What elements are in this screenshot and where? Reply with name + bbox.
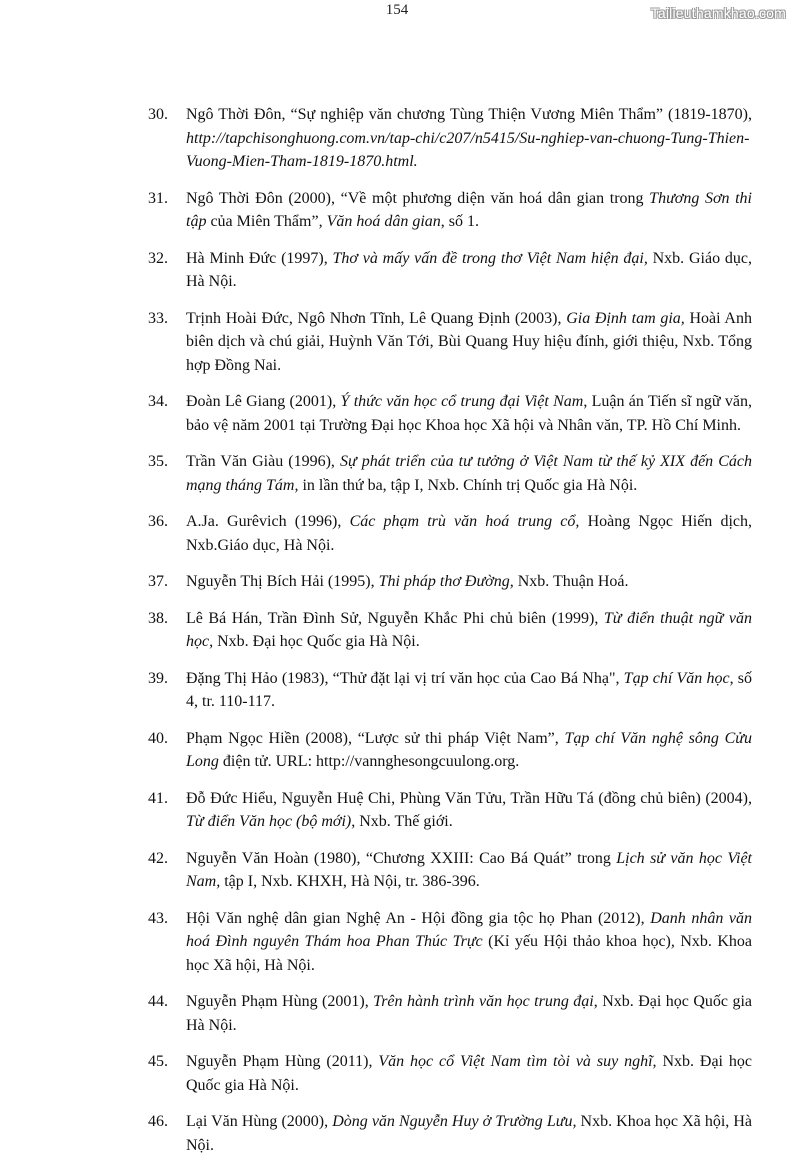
reference-item [148, 847, 752, 894]
reference-text-segment: của Miên Thẩm” [206, 213, 319, 230]
reference-text-segment: , Nxb. Đại học Quốc gia Hà Nội. [186, 993, 753, 1034]
reference-text-segment: Nxb. Đại học Quốc gia Hà Nội. [186, 1053, 753, 1094]
reference-number: 40. [148, 729, 168, 747]
reference-text-segment: Phạm Ngọc Hiền (2008), “Lược sử thi pháp Việt Nam”, [186, 729, 565, 747]
reference-text [186, 103, 752, 174]
reference-text-segment: , Luận án Tiến sĩ ngữ văn, bảo vệ năm 2001 tại Trường Đại học Khoa học Xã hội và Nhân văn, TP. Hồ Chí Minh. [186, 393, 753, 434]
reference-title-italic: Gia Định tam gia, [566, 309, 685, 327]
reference-title-italic: Từ điển thuật ngữ văn học, [186, 609, 752, 650]
reference-title-italic: http://tapchisonghuong.com.vn/tap-chi/c207/n5415/Su-nghiep-van-chuong-Tung-Thien-Vuong-Mien-Tham-1819-1870.html. [186, 129, 750, 170]
reference-item [148, 450, 752, 497]
reference-number: 43. [148, 909, 168, 927]
reference-title-italic: Sự phát triển của tư tưởng ở Việt Nam từ thế kỷ XIX đến Cách mạng tháng Tám, [186, 453, 752, 494]
reference-text-segment: Nxb. Khoa học Xã hội, Hà Nội. [186, 933, 753, 974]
reference-item [148, 1050, 752, 1097]
reference-text-segment: Hoài Anh biên dịch và chú giải, Huỳnh Văn Tới, Bùi Quang Huy hiệu đính, giới thiệu, Nxb. Tổng hợp Đồng Nai. [186, 309, 752, 374]
reference-list [148, 103, 752, 1170]
reference-text [186, 787, 752, 834]
reference-item [148, 247, 752, 294]
reference-text [186, 1110, 752, 1157]
reference-item [148, 307, 752, 378]
reference-text-segment: Hoàng Ngọc Hiến dịch, Nxb.Giáo dục, Hà Nội. [186, 513, 753, 554]
reference-text-segment: (Kỉ yếu Hội thảo khoa học) [482, 933, 671, 950]
page-number: 154 [385, 2, 409, 18]
reference-title-italic: Lịch sử văn học Việt Nam, [186, 849, 752, 890]
reference-text-segment: Nxb. Giáo dục, Hà Nội. [186, 249, 752, 290]
reference-text-segment: Nxb. Đại học Quốc gia Hà Nội. [213, 633, 420, 650]
reference-text [186, 907, 752, 978]
reference-text-segment: Nguyễn Phạm Hùng (2011), [186, 1053, 379, 1070]
reference-text-segment: , số 4, tr. 110-117. [186, 669, 752, 710]
reference-text-segment: Trần Văn Giàu (1996), [186, 453, 340, 470]
reference-number: 37. [148, 573, 168, 590]
reference-text [186, 570, 752, 594]
reference-item [148, 607, 752, 654]
reference-item [148, 187, 752, 234]
reference-text [186, 727, 752, 774]
reference-title-italic: Trên hành trình văn học trung đại [373, 993, 594, 1010]
reference-text [186, 247, 752, 294]
reference-text-segment: Nguyễn Phạm Hùng (2001), [186, 993, 374, 1010]
reference-number: 34. [148, 393, 168, 410]
reference-item [148, 103, 752, 174]
reference-text-segment: in lần thứ ba, tập I, Nxb. Chính trị Quốc gia Hà Nội. [298, 476, 638, 494]
reference-text-segment: điện tử. URL: http://vannghesongcuulong.org. [218, 753, 520, 770]
reference-item [148, 1110, 752, 1157]
reference-text-segment: Trịnh Hoài Đức, Ngô Nhơn Tĩnh, Lê Quang Định (2003), [186, 309, 567, 327]
reference-text-segment: Nguyễn Thị Bích Hải (1995), [186, 573, 379, 590]
reference-text [186, 307, 752, 378]
reference-text-segment: tập I, Nxb. KHXH, Hà Nội, tr. 386-396. [220, 873, 480, 890]
reference-title-italic: Danh nhân văn hoá Đình nguyên Thám hoa Phan Thúc Trực [186, 909, 752, 950]
reference-title-italic: Thi pháp thơ Đường, [378, 573, 514, 590]
reference-text-segment: A.Ja. Gurêvich (1996), [186, 513, 350, 530]
reference-text [186, 390, 752, 437]
reference-text-segment: Đỗ Đức Hiểu, Nguyễn Huệ Chi, Phùng Văn Tửu, Trần Hữu Tá (đồng chủ biên) (2004), [186, 789, 752, 807]
reference-text-segment: Lại Văn Hùng (2000), [186, 1113, 333, 1130]
reference-title-italic: Dòng văn Nguyễn Huy ở Trường Lưu, [332, 1113, 577, 1130]
reference-number: 39. [148, 669, 168, 687]
reference-number: 46. [148, 1113, 168, 1130]
reference-text-segment: Hà Minh Đức (1997), [186, 249, 333, 267]
reference-text-segment: , số 1. [440, 213, 480, 230]
reference-number: 36. [148, 513, 168, 530]
reference-text-segment: Đặng Thị Hảo (1983), “Thử đặt lại vị trí văn học của Cao Bá Nhạ", [186, 669, 624, 687]
reference-text [186, 510, 752, 557]
reference-title-italic: , Văn hoá dân gian [318, 213, 441, 230]
reference-title-italic: Tạp chí Văn nghệ sông Cửu Long [186, 729, 752, 770]
reference-text [186, 847, 752, 894]
reference-item [148, 907, 752, 978]
reference-item [148, 390, 752, 437]
reference-number: 45. [148, 1053, 168, 1070]
reference-item [148, 570, 752, 594]
reference-item [148, 990, 752, 1037]
reference-text [186, 450, 752, 497]
reference-text [186, 1050, 752, 1097]
reference-text-segment: Nguyễn Văn Hoàn (1980), “Chương XXIII: Cao Bá Quát” trong [186, 849, 617, 867]
reference-number: 30. [148, 106, 168, 123]
reference-number: 32. [148, 249, 168, 267]
reference-number: 31. [148, 189, 168, 207]
reference-number: 42. [148, 849, 168, 867]
reference-number: 33. [148, 309, 168, 327]
reference-item [148, 787, 752, 834]
reference-title-italic: Thơ và mấy vấn đề trong thơ Việt Nam hiện đại, [332, 249, 648, 267]
reference-number: 41. [148, 789, 168, 807]
reference-title-italic: Từ điển Văn học (bộ mới) [186, 813, 352, 830]
reference-item [148, 727, 752, 774]
reference-title-italic: Tạp chí Văn học [623, 669, 730, 687]
reference-text-segment: Hội Văn nghệ dân gian Nghệ An - Hội đồng gia tộc họ Phan (2012), [186, 909, 651, 927]
reference-title-italic: Ý thức văn học cổ trung đại Việt Nam [340, 393, 584, 410]
reference-title-italic: , [670, 933, 675, 950]
reference-text-segment: , Nxb. Thế giới. [351, 813, 453, 830]
reference-text-segment: Nxb. Khoa học Xã hội, Hà Nội. [186, 1113, 752, 1154]
reference-text-segment: Ngô Thời Đôn (2000), “Về một phương diện văn hoá dân gian trong [186, 189, 650, 207]
reference-item [148, 667, 752, 714]
reference-text [186, 607, 752, 654]
reference-title-italic: Văn học cổ Việt Nam tìm tòi và suy nghĩ, [378, 1053, 657, 1070]
reference-title-italic: Các phạm trù văn hoá trung cổ, [349, 513, 580, 530]
reference-text [186, 667, 752, 714]
reference-number: 38. [148, 609, 168, 627]
reference-title-italic: Thương Sơn thi tập [186, 189, 753, 230]
reference-text-segment: Nxb. Thuận Hoá. [513, 573, 629, 590]
reference-text-segment: Ngô Thời Đôn, “Sự nghiệp văn chương Tùng Thiện Vương Miên Thẩm” (1819-1870), [186, 106, 752, 123]
reference-text [186, 990, 752, 1037]
watermark-logo: Tailieuthamkhao.com [650, 5, 786, 21]
reference-item [148, 510, 752, 557]
reference-number: 35. [148, 453, 168, 470]
reference-number: 44. [148, 993, 168, 1010]
reference-text-segment: Lê Bá Hán, Trần Đình Sử, Nguyễn Khắc Phi chủ biên (1999), [186, 609, 604, 627]
reference-text [186, 187, 752, 234]
reference-text-segment: Đoàn Lê Giang (2001), [186, 393, 341, 410]
